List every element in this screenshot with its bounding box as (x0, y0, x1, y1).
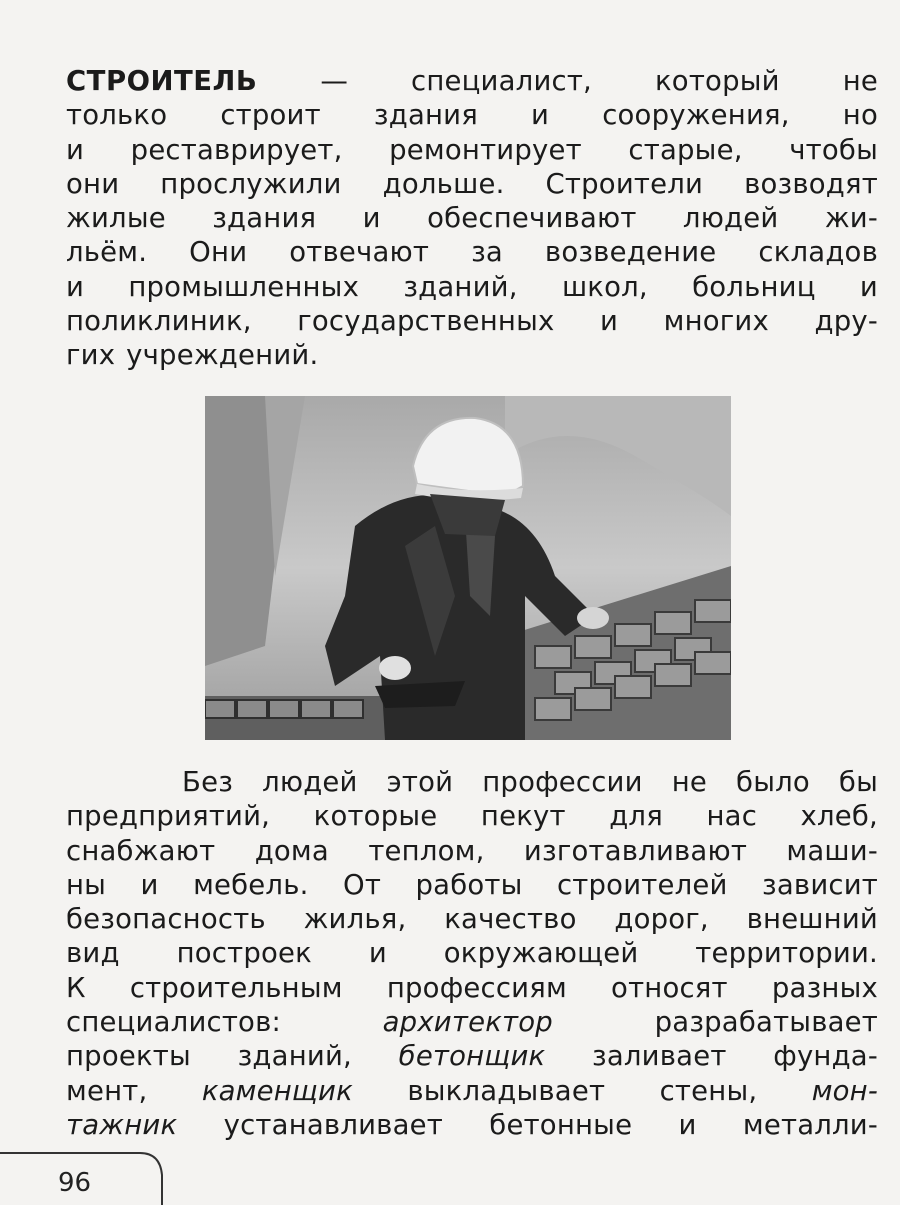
text-line: жилые здания и обеспечивают людей жи- (66, 202, 878, 235)
page-number: 96 (58, 1168, 92, 1198)
text-line: СТРОИТЕЛЬ — специалист, который не (66, 65, 878, 97)
builder-illustration (205, 396, 731, 740)
term-installer-cont: тажник (66, 1108, 178, 1141)
paragraph-builder-definition (66, 64, 878, 373)
text-line: только строит здания и сооружения, но (66, 99, 878, 132)
text-line: и промышленных зданий, школ, больниц и (66, 270, 878, 303)
text-line: ны и мебель. От работы строителей зависит (66, 868, 878, 901)
text-line: гих учреждений. (66, 339, 319, 372)
term-architect: архитектор (382, 1006, 553, 1039)
text-line: снабжают дома теплом, изготавливают маши- (66, 834, 878, 867)
text-line: проекты зданий, бетонщик заливает фунда- (66, 1040, 878, 1073)
text-line: вид построек и окружающей территории. (66, 937, 878, 970)
text-line: тажник устанавливает бетонные и металли- (66, 1108, 878, 1141)
text-line: льём. Они отвечают за возведение складов (66, 236, 878, 269)
term-bricklayer: каменщик (201, 1074, 353, 1107)
text-line: безопасность жилья, качество дорог, внешний (66, 903, 878, 936)
builder-photo (205, 396, 731, 740)
text-line: они прослужили дольше. Строители возводят (66, 167, 878, 200)
text-line: Без людей этой профессии не было бы (66, 766, 878, 798)
term-installer: мон- (811, 1074, 878, 1107)
term-builder: СТРОИТЕЛЬ (66, 65, 258, 97)
text-line: предприятий, которые пекут для нас хлеб, (66, 800, 878, 833)
text-line: мент, каменщик выкладывает стены, мон- (66, 1074, 878, 1107)
text-line: поликлиник, государственных и многих дру- (66, 305, 878, 338)
paragraph-builder-importance (66, 765, 878, 1142)
text-line: специалистов: архитектор разрабатывает (66, 1006, 878, 1039)
term-concrete-worker: бетонщик (398, 1040, 546, 1073)
text-line: К строительным профессиям относят разных (66, 971, 878, 1004)
text-line: и реставрирует, ремонтирует старые, чтобы (66, 133, 878, 166)
